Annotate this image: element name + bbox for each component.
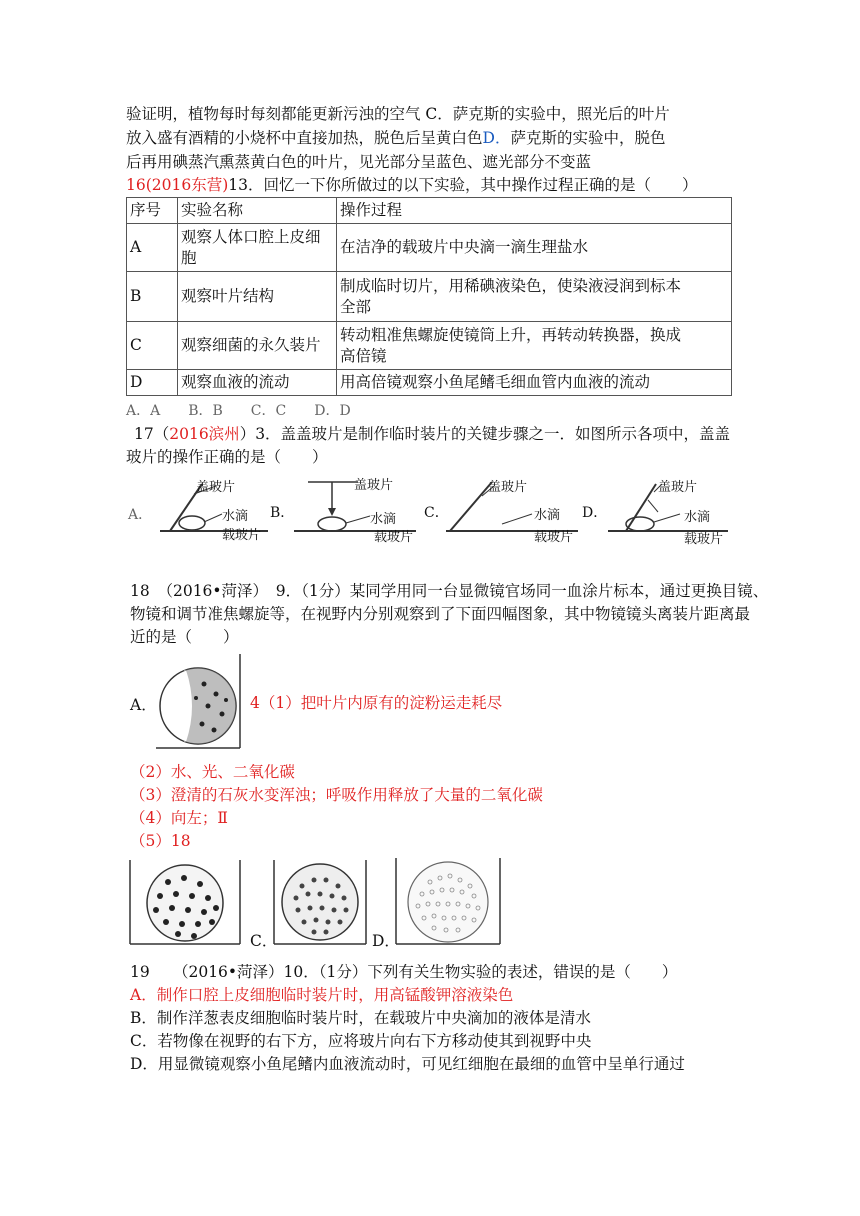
row-name-l1: 观察人体口腔上皮细: [181, 227, 321, 246]
row-id: D: [127, 370, 178, 396]
header-index: 序号: [127, 198, 178, 224]
row-name: [178, 224, 337, 272]
figure-c-drop-label: 水滴: [534, 508, 561, 523]
header-process: 操作过程: [337, 198, 732, 224]
q18-stem-line-2: 物镜和调节准焦螺旋等，在视野内分别观察到了下面四幅图象，其中物镜镜头离装片距离最: [130, 605, 751, 623]
row-name-l2: 胞: [181, 248, 197, 267]
q17-option-b-letter: B．: [270, 505, 295, 521]
header-name: 实验名称: [178, 198, 337, 224]
table-row: [127, 370, 732, 396]
figure-a-drop-label: 水滴: [222, 509, 249, 524]
table-row: [127, 272, 732, 322]
q17-option-c-letter: C．: [424, 505, 449, 521]
answer-line-3: （3）澄清的石灰水变浑浊；呼吸作用释放了大量的二氧化碳: [130, 786, 543, 804]
row-name: 观察细菌的永久装片: [178, 322, 337, 370]
para-line-1: 验证明，植物每时每刻都能更新污浊的空气 C．萨克斯的实验中，照光后的叶片: [126, 105, 670, 123]
q19-option-d: D．用显微镜观察小鱼尾鳍内血液流动时，可见红细胞在最细的血管中呈单行通过: [130, 1055, 685, 1073]
q16-source: 16(2016东营): [126, 176, 229, 194]
figure-a-cover-label: 盖玻片: [196, 480, 236, 495]
figure-a-slide-label: 载玻片: [222, 528, 262, 543]
figure-d-cover-label: 盖玻片: [658, 480, 698, 495]
figure-d-drop-label: 水滴: [684, 510, 711, 525]
microscope-field-c: [272, 858, 368, 948]
row-id: A: [127, 224, 178, 272]
row-id: B: [127, 272, 178, 322]
q17-stem-line-1: [134, 423, 730, 445]
para-line-2-text: 放入盛有酒精的小烧杯中直接加热，脱色后呈黄白色: [126, 129, 483, 147]
figure-b-drop-label: 水滴: [370, 512, 397, 527]
figure-c-slide-label: 载玻片: [534, 530, 574, 545]
row-process: 用高倍镜观察小鱼尾鳍毛细血管内血液的流动: [337, 370, 732, 396]
answer-line-5: （5）18: [130, 832, 191, 850]
q16-text: 13．回忆一下你所做过的以下实验，其中操作过程正确的是（ ）: [228, 176, 698, 194]
q19-option-a: [130, 984, 513, 1006]
option-d-letter: D．: [482, 129, 511, 147]
answer-line-4: （4）向左；Ⅱ: [130, 809, 228, 827]
row-process-l2: 高倍镜: [340, 346, 387, 365]
q19-option-a-text: A．制作口腔上皮细胞临时装片时，用高锰酸钾溶液染色: [130, 986, 514, 1004]
q17-stem-line-2: 玻片的操作正确的是（ ）: [126, 448, 328, 466]
q18-stem-line-1: 18 （2016•菏泽） 9．（1分）某同学用同一台显微镜官场同一血涂片标本，通过更换目镜、: [130, 582, 769, 600]
q17-prefix: 17（: [134, 425, 170, 443]
table-row: [127, 224, 732, 272]
microscope-field-a: [156, 654, 242, 750]
row-process-l1: 转动粗准焦螺旋使镜筒上升，再转动转换器，换成: [340, 325, 682, 344]
figure-b-slide-label: 载玻片: [374, 530, 414, 545]
q17-source: 2016滨州: [169, 425, 240, 443]
q16-stem: [126, 174, 698, 196]
q17-option-a-letter: A．: [128, 507, 153, 523]
table-header-row: [127, 198, 732, 224]
table-row: [127, 322, 732, 370]
experiment-table: [126, 197, 732, 396]
row-process: [337, 272, 732, 322]
answer-line-2: （2）水、光、二氧化碳: [130, 763, 295, 781]
q18-stem-line-3: 近的是（ ）: [130, 628, 239, 646]
figure-b-cover-label: 盖玻片: [354, 478, 394, 493]
row-id: C: [127, 322, 178, 370]
q17-text: ）3．盖盖玻片是制作临时装片的关键步骤之一．如图所示各项中，盖盖: [239, 425, 731, 443]
q18-option-a-letter: A．: [130, 696, 157, 714]
q16-options: A．A B．B C．C D．D: [126, 403, 351, 419]
answer-line-1: 4（1）把叶片内原有的淀粉运走耗尽: [250, 694, 503, 712]
microscope-field-d: [394, 856, 504, 948]
q19-option-c: C．若物像在视野的右下方，应将玻片向右下方移动使其到视野中央: [130, 1032, 592, 1050]
figure-d-slide-label: 载玻片: [684, 532, 724, 547]
row-name: 观察叶片结构: [178, 272, 337, 322]
q19-stem: 19 （2016•菏泽）10．（1分）下列有关生物实验的表述，错误的是（ ）: [130, 963, 678, 981]
q18-option-d-letter: D．: [372, 932, 400, 950]
para-line-2: [126, 127, 665, 149]
row-process-l2: 全部: [340, 297, 372, 316]
row-process: 在洁净的载玻片中央滴一滴生理盐水: [337, 224, 732, 272]
para-line-2-tail: 萨克斯的实验中，脱色: [510, 129, 666, 147]
q17-option-d-letter: D．: [582, 505, 608, 521]
para-line-3: 后再用碘蒸汽熏蒸黄白色的叶片，见光部分呈蓝色、遮光部分不变蓝: [126, 153, 592, 171]
row-name: 观察血液的流动: [178, 370, 337, 396]
row-process: [337, 322, 732, 370]
microscope-field-b: [128, 858, 244, 948]
figure-c-cover-label: 盖玻片: [488, 480, 528, 495]
q18-option-c-letter: C．: [250, 932, 278, 950]
q19-option-b: B．制作洋葱表皮细胞临时装片时，在载玻片中央滴加的液体是清水: [130, 1009, 591, 1027]
row-process-l1: 制成临时切片，用稀碘液染色，使染液浸润到标本: [340, 276, 682, 295]
